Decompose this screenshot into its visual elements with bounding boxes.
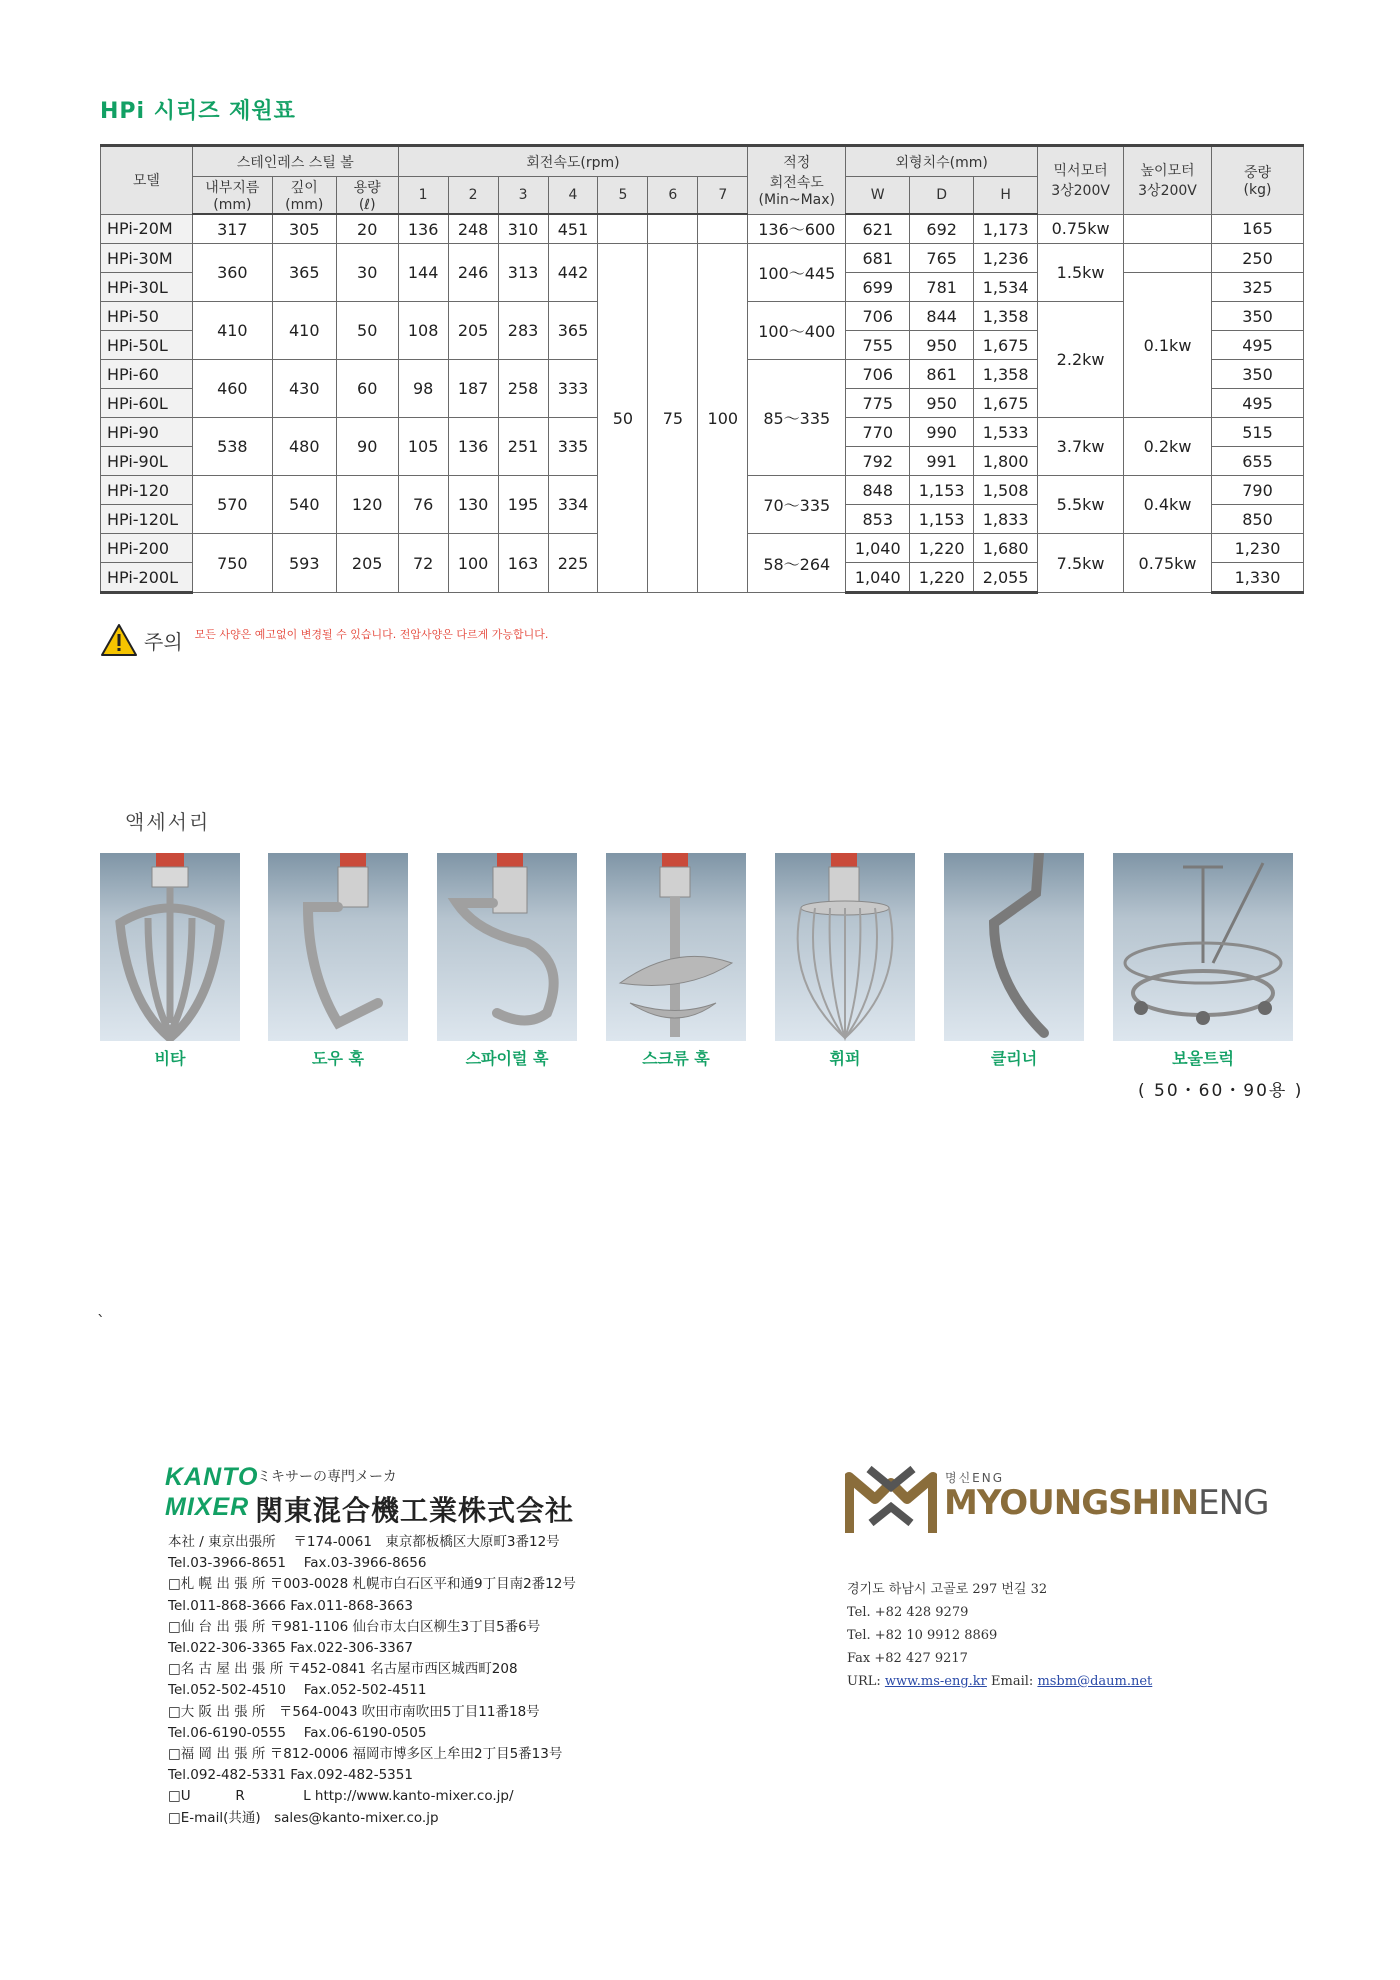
stray-mark: ` — [97, 1312, 105, 1331]
speed6-cell: 75 — [648, 244, 698, 593]
speed1-cell: 136 — [398, 214, 448, 244]
depth-cell: 540 — [272, 476, 336, 534]
notice — [100, 623, 548, 657]
d-cell: 1,153 — [910, 505, 974, 534]
notice-text: 모든 사양은 예고없이 변경될 수 있습니다. 전압사양은 다르게 가능합니다. — [194, 628, 549, 641]
accessory-label-screw-hook: 스크류 훅 — [642, 1049, 710, 1068]
model-cell: HPi-20M — [101, 214, 193, 244]
accessory-label-whipper: 휘퍼 — [829, 1049, 861, 1068]
lift-motor-cell: 0.1kw — [1124, 273, 1212, 418]
inner-cell: 750 — [192, 534, 272, 593]
weight-cell: 250 — [1211, 244, 1303, 273]
d-cell: 1,220 — [910, 563, 974, 593]
model-cell: HPi-200 — [101, 534, 193, 563]
d-cell: 1,220 — [910, 534, 974, 563]
inner-cell: 460 — [192, 360, 272, 418]
empty-cell — [1124, 214, 1212, 244]
model-cell: HPi-120 — [101, 476, 193, 505]
depth-cell: 410 — [272, 302, 336, 360]
url-label: URL: — [847, 1674, 881, 1689]
header-proper-speed: 적정 회전속도 (Min~Max) — [748, 146, 846, 215]
speed2-cell: 205 — [448, 302, 498, 360]
header-mixer-motor: 믹서모터 3상200V — [1038, 146, 1124, 215]
header-speed-1: 1 — [398, 177, 448, 215]
model-cell: HPi-200L — [101, 563, 193, 593]
header-weight: 중량 (kg) — [1211, 146, 1303, 215]
speed1-cell: 108 — [398, 302, 448, 360]
capacity-cell: 50 — [336, 302, 398, 360]
h-cell: 1,675 — [974, 389, 1038, 418]
speed4-cell: 225 — [548, 534, 598, 593]
accessory-label-spiral-hook: 스파이럴 훅 — [465, 1049, 549, 1068]
myoungshin-sub: 명신ENG — [945, 1471, 1005, 1485]
header-bowl: 스테인레스 스틸 볼 — [192, 146, 398, 177]
weight-cell: 325 — [1211, 273, 1303, 302]
empty-cell — [648, 214, 698, 244]
bowl-truck-note: ( 50・60・90용 ) — [1138, 1081, 1304, 1101]
d-cell: 765 — [910, 244, 974, 273]
d-cell: 844 — [910, 302, 974, 331]
accessory-label-bowl-truck: 보울트럭 — [1172, 1049, 1234, 1068]
header-inner-dia: 내부지름 (mm) — [192, 177, 272, 215]
weight-cell: 165 — [1211, 214, 1303, 244]
w-cell: 1,040 — [846, 563, 910, 593]
proper-speed-cell: 100～445 — [748, 244, 846, 302]
header-w: W — [846, 177, 910, 215]
header-lift-motor: 높이모터 3상200V — [1124, 146, 1212, 215]
page-title: HPi 시리즈 제원표 — [100, 99, 296, 124]
w-cell: 755 — [846, 331, 910, 360]
w-cell: 775 — [846, 389, 910, 418]
speed2-cell: 136 — [448, 418, 498, 476]
header-capacity: 용량 (ℓ) — [336, 177, 398, 215]
h-cell: 2,055 — [974, 563, 1038, 593]
kanto-contact: 本社 / 東京出張所 〒174-0061 東京都板橋区大原町3番12号 Tel.03-3966-8651 Fax.03-3966-8656 □札 幌 出 張 所 〒003-0028 札幌市白石区平和通9丁目南2番12号 Tel.011-868-3666 Fax.011-868-3663 □仙 台 出 張 所 〒981-1106 仙台市太白区柳生3丁目5番6号 Tel.022-306-3365 Fax.022-306-3367 □名 古 屋 出 張 所 〒452-0841 名古屋市西区城西町208 Tel.052-502-4510 Fax.052-502-4511 □大 阪 出 張 所 〒564-0043 吹田市南吹田5丁目11番18号 Tel.06-6190-0555 Fax.06-6190-0505 □福 岡 出 張 所 〒812-0006 福岡市博多区上牟田2丁目5番13号 Tel.092-482-5331 Fax.092-482-5351 □U R L http://www.kanto-mixer.co.jp/ □E-mail(共通) sales@kanto-mixer.co.jp — [168, 1534, 576, 1826]
h-cell: 1,833 — [974, 505, 1038, 534]
d-cell: 692 — [910, 214, 974, 244]
empty-cell — [598, 214, 648, 244]
speed4-cell: 365 — [548, 302, 598, 360]
model-cell: HPi-90 — [101, 418, 193, 447]
weight-cell: 790 — [1211, 476, 1303, 505]
myoungshin-logo-icon — [845, 1463, 937, 1537]
proper-speed-cell: 85～335 — [748, 360, 846, 476]
model-cell: HPi-90L — [101, 447, 193, 476]
header-speed: 회전속도(rpm) — [398, 146, 748, 177]
cleaner-image — [944, 853, 1084, 1041]
model-cell: HPi-50 — [101, 302, 193, 331]
myoungshin-contact — [847, 1578, 1152, 1693]
header-speed-6: 6 — [648, 177, 698, 215]
h-cell: 1,533 — [974, 418, 1038, 447]
speed4-cell: 333 — [548, 360, 598, 418]
w-cell: 848 — [846, 476, 910, 505]
mixer-motor-cell: 2.2kw — [1038, 302, 1124, 418]
header-depth: 깊이 (mm) — [272, 177, 336, 215]
header-speed-7: 7 — [698, 177, 748, 215]
inner-cell: 570 — [192, 476, 272, 534]
weight-cell: 350 — [1211, 302, 1303, 331]
speed4-cell: 451 — [548, 214, 598, 244]
weight-cell: 495 — [1211, 331, 1303, 360]
capacity-cell: 20 — [336, 214, 398, 244]
lift-motor-cell: 0.75kw — [1124, 534, 1212, 593]
inner-cell: 410 — [192, 302, 272, 360]
depth-cell: 593 — [272, 534, 336, 593]
kanto-company-name: 関東混合機工業株式会社 — [255, 1494, 575, 1527]
speed2-cell: 100 — [448, 534, 498, 593]
table-row — [101, 214, 1304, 244]
h-cell: 1,173 — [974, 214, 1038, 244]
h-cell: 1,236 — [974, 244, 1038, 273]
accessory-label-dough-hook: 도우 훅 — [312, 1049, 364, 1068]
mixer-motor-cell: 5.5kw — [1038, 476, 1124, 534]
table-row — [101, 244, 1304, 273]
w-cell: 621 — [846, 214, 910, 244]
speed1-cell: 98 — [398, 360, 448, 418]
depth-cell: 480 — [272, 418, 336, 476]
depth-cell: 365 — [272, 244, 336, 302]
speed3-cell: 310 — [498, 214, 548, 244]
tel2: Tel. +82 10 9912 8869 — [847, 1628, 998, 1643]
model-cell: HPi-30M — [101, 244, 193, 273]
weight-cell: 350 — [1211, 360, 1303, 389]
speed3-cell: 163 — [498, 534, 548, 593]
speed1-cell: 76 — [398, 476, 448, 534]
d-cell: 990 — [910, 418, 974, 447]
screw-hook-image — [606, 853, 746, 1041]
d-cell: 950 — [910, 389, 974, 418]
speed3-cell: 283 — [498, 302, 548, 360]
email-label: Email: — [991, 1674, 1034, 1689]
model-cell: HPi-60L — [101, 389, 193, 418]
tel1: Tel. +82 428 9279 — [847, 1605, 969, 1620]
proper-speed-cell: 58～264 — [748, 534, 846, 593]
lift-motor-cell: 0.4kw — [1124, 476, 1212, 534]
weight-cell: 515 — [1211, 418, 1303, 447]
header-h: H — [974, 177, 1038, 215]
speed1-cell: 144 — [398, 244, 448, 302]
capacity-cell: 120 — [336, 476, 398, 534]
model-cell: HPi-120L — [101, 505, 193, 534]
model-cell: HPi-50L — [101, 331, 193, 360]
mixer-motor-cell: 0.75kw — [1038, 214, 1124, 244]
whipper-image — [775, 853, 915, 1041]
d-cell: 1,153 — [910, 476, 974, 505]
speed4-cell: 335 — [548, 418, 598, 476]
w-cell: 853 — [846, 505, 910, 534]
header-speed-5: 5 — [598, 177, 648, 215]
myoungshin-name: MYOUNGSHINENG — [944, 1483, 1269, 1523]
mixer-motor-cell: 1.5kw — [1038, 244, 1124, 302]
capacity-cell: 90 — [336, 418, 398, 476]
model-cell: HPi-60 — [101, 360, 193, 389]
speed3-cell: 195 — [498, 476, 548, 534]
w-cell: 1,040 — [846, 534, 910, 563]
speed4-cell: 442 — [548, 244, 598, 302]
header-speed-4: 4 — [548, 177, 598, 215]
accessories-title: 액세서리 — [125, 810, 211, 834]
weight-cell: 495 — [1211, 389, 1303, 418]
email-link[interactable]: msbm@daum.net — [1037, 1674, 1153, 1689]
w-cell: 792 — [846, 447, 910, 476]
d-cell: 861 — [910, 360, 974, 389]
speed5-cell: 50 — [598, 244, 648, 593]
header-speed-3: 3 — [498, 177, 548, 215]
speed2-cell: 246 — [448, 244, 498, 302]
accessory-label-cleaner: 클리너 — [990, 1049, 1038, 1068]
empty-cell — [1124, 244, 1212, 273]
speed7-cell: 100 — [698, 244, 748, 593]
depth-cell: 305 — [272, 214, 336, 244]
beater-image — [100, 853, 240, 1041]
h-cell: 1,358 — [974, 360, 1038, 389]
mixer-motor-cell: 3.7kw — [1038, 418, 1124, 476]
warning-icon — [100, 623, 138, 657]
h-cell: 1,800 — [974, 447, 1038, 476]
bowl-truck-image — [1113, 853, 1293, 1041]
header-model: 모델 — [101, 146, 193, 215]
weight-cell: 850 — [1211, 505, 1303, 534]
w-cell: 770 — [846, 418, 910, 447]
header-dims: 외형치수(mm) — [846, 146, 1038, 177]
kanto-logo: KANTO MIXER — [165, 1463, 259, 1521]
speed3-cell: 258 — [498, 360, 548, 418]
w-cell: 681 — [846, 244, 910, 273]
header-d: D — [910, 177, 974, 215]
header-speed-2: 2 — [448, 177, 498, 215]
accessory-label-beater: 비타 — [154, 1049, 186, 1068]
h-cell: 1,534 — [974, 273, 1038, 302]
d-cell: 950 — [910, 331, 974, 360]
speed2-cell: 187 — [448, 360, 498, 418]
spec-table — [100, 144, 1304, 594]
proper-speed-cell: 100～400 — [748, 302, 846, 360]
fax: Fax +82 427 9217 — [847, 1651, 968, 1666]
weight-cell: 1,230 — [1211, 534, 1303, 563]
h-cell: 1,508 — [974, 476, 1038, 505]
dough-hook-image — [268, 853, 408, 1041]
address: 경기도 하남시 고골로 297 번길 32 — [847, 1582, 1048, 1597]
h-cell: 1,680 — [974, 534, 1038, 563]
model-cell: HPi-30L — [101, 273, 193, 302]
mixer-motor-cell: 7.5kw — [1038, 534, 1124, 593]
speed1-cell: 72 — [398, 534, 448, 593]
weight-cell: 655 — [1211, 447, 1303, 476]
weight-cell: 1,330 — [1211, 563, 1303, 593]
h-cell: 1,675 — [974, 331, 1038, 360]
inner-cell: 538 — [192, 418, 272, 476]
empty-cell — [698, 214, 748, 244]
d-cell: 781 — [910, 273, 974, 302]
w-cell: 699 — [846, 273, 910, 302]
speed3-cell: 313 — [498, 244, 548, 302]
website-link[interactable]: www.ms-eng.kr — [884, 1674, 987, 1689]
capacity-cell: 205 — [336, 534, 398, 593]
inner-cell: 317 — [192, 214, 272, 244]
capacity-cell: 60 — [336, 360, 398, 418]
speed1-cell: 105 — [398, 418, 448, 476]
d-cell: 991 — [910, 447, 974, 476]
proper-speed-cell: 70～335 — [748, 476, 846, 534]
lift-motor-cell: 0.2kw — [1124, 418, 1212, 476]
inner-cell: 360 — [192, 244, 272, 302]
w-cell: 706 — [846, 360, 910, 389]
depth-cell: 430 — [272, 360, 336, 418]
speed2-cell: 130 — [448, 476, 498, 534]
kanto-tagline: ミキサーの専門メーカ — [257, 1469, 397, 1485]
proper-speed-cell: 136～600 — [748, 214, 846, 244]
speed4-cell: 334 — [548, 476, 598, 534]
h-cell: 1,358 — [974, 302, 1038, 331]
notice-label: 주의 — [144, 629, 183, 654]
speed3-cell: 251 — [498, 418, 548, 476]
w-cell: 706 — [846, 302, 910, 331]
capacity-cell: 30 — [336, 244, 398, 302]
spiral-hook-image — [437, 853, 577, 1041]
speed2-cell: 248 — [448, 214, 498, 244]
